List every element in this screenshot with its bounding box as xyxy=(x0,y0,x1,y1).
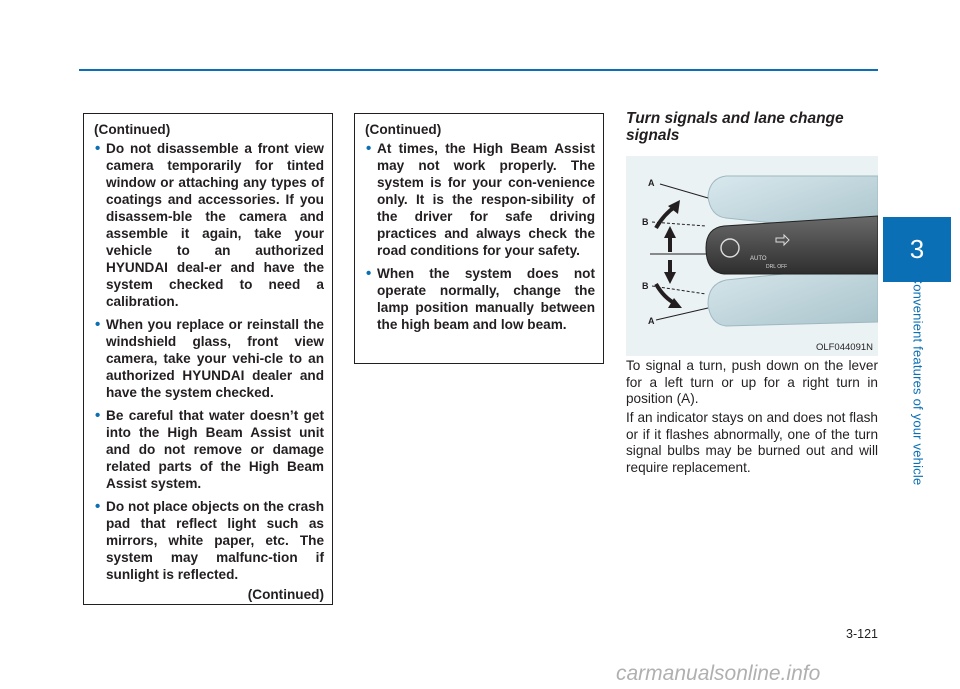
section-title: Turn signals and lane change signals xyxy=(626,110,844,144)
bullet-icon: • xyxy=(366,140,372,157)
page-number: 3-121 xyxy=(846,627,878,641)
label-b-bottom: B xyxy=(642,281,649,291)
bullet-icon: • xyxy=(95,316,101,333)
bullet-icon: • xyxy=(95,498,101,515)
main-lever xyxy=(706,216,878,274)
svg-text:AUTO: AUTO xyxy=(750,256,767,262)
label-a-top: A xyxy=(648,178,655,188)
bullet-icon: • xyxy=(366,265,372,282)
svg-text:DRL OFF: DRL OFF xyxy=(766,264,788,270)
arrow-up-head xyxy=(664,226,676,238)
list-item-text: When you replace or reinstall the windshield glass, front view camera, take your vehi-cle to an authorized HYUNDAI dealer and have the system checked. xyxy=(106,317,324,400)
chapter-label xyxy=(904,265,932,495)
list-item xyxy=(365,140,595,259)
body-paragraph: If an indicator stays on and does not flash or if it flashes abnormally, one of the turn signal bulbs may be burned out and will require replacement. xyxy=(626,410,878,475)
caution-box-left xyxy=(83,113,333,605)
caution-list xyxy=(94,140,324,583)
list-item-text: Be careful that water doesn’t get into the High Beam Assist unit and do not remove or damage related parts of the High Beam Assist system. xyxy=(106,408,324,491)
caution-list xyxy=(365,140,595,333)
list-item xyxy=(94,407,324,492)
arrow-down-head xyxy=(664,272,676,284)
list-item xyxy=(94,498,324,583)
caution-box-middle xyxy=(354,113,604,364)
watermark: carmanualsonline.info xyxy=(616,662,821,685)
turn-signal-lever-figure xyxy=(626,156,878,356)
label-a-bottom: A xyxy=(648,316,655,326)
list-item-text: When the system does not operate normally, change the lamp position manually between the high beam and low beam. xyxy=(377,266,595,332)
chapter-label-text: Convenient features of your vehicle xyxy=(910,274,926,486)
bullet-icon: • xyxy=(95,140,101,157)
body-paragraph: To signal a turn, push down on the lever for a left turn or up for a right turn in position (A). xyxy=(626,358,878,406)
list-item xyxy=(94,140,324,310)
lever-illustration xyxy=(626,156,878,356)
list-item-text: Do not place objects on the crash pad that reflect light such as mirrors, white paper, etc. The system may malfunc-tion if sunlight is reflected. xyxy=(106,499,324,582)
list-item xyxy=(94,316,324,401)
bullet-icon: • xyxy=(95,407,101,424)
continued-heading: (Continued) xyxy=(94,122,171,137)
label-b-top: B xyxy=(642,217,649,227)
list-item xyxy=(365,265,595,333)
continued-footer: (Continued) xyxy=(247,587,324,602)
chapter-number: 3 xyxy=(909,234,925,264)
figure-caption: OLF044091N xyxy=(815,342,873,353)
continued-heading: (Continued) xyxy=(365,122,442,137)
top-rule xyxy=(79,69,878,71)
list-item-text: Do not disassemble a front view camera temporarily for tinted window or attaching any types of coatings and accessories. If you disassem-ble the camera and assemble it again, take your vehicle to an authorized HYUNDAI deal-er and have the system checked to need a calibration. xyxy=(106,141,324,309)
list-item-text: At times, the High Beam Assist may not work properly. The system is for your con-venience only. It is the respon-sibility of the driver for safe driving practices and always check the road conditions for your safety. xyxy=(377,141,595,258)
